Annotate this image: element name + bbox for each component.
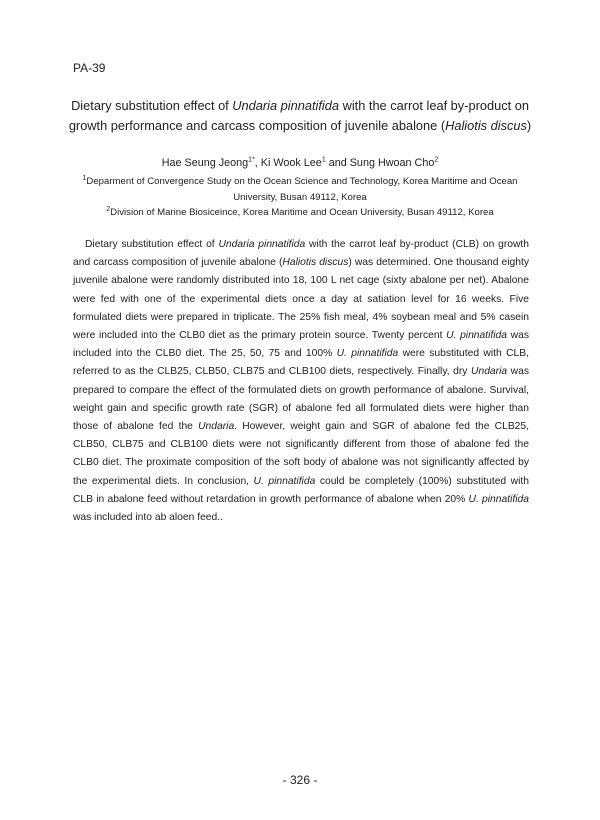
abstract-text-5: were substituted with CLB, referred to as the CLB25, CLB50, CLB75 and CLB100 diets, respectively. Finally, dry	[73, 348, 529, 378]
affiliation-2-text: Division of Marine Biosiceince, Korea Maritime and Ocean University, Busan 49112, Korea	[110, 207, 494, 218]
page-number: - 326 -	[282, 773, 318, 787]
affiliation-1-text: Deparment of Convergence Study on the Ocean Science and Technology, Korea Maritime and Ocean University, Busan 49112, Korea	[86, 176, 518, 203]
abstract-text-7: . However, weight gain and SGR of abalone fed the CLB25, CLB50, CLB75 and CLB100 diets were not significantly different from those of abalone fed the CLB0 diet. The proximate composition of the soft body of abalone was not significantly affected by the experimental diets. In conclusion,	[73, 421, 529, 487]
abstract-italic-6: Undaria	[198, 421, 235, 433]
paper-title	[60, 96, 540, 136]
affiliation-2	[70, 205, 530, 221]
abstract-italic-4: U. pinnatifida	[336, 348, 399, 360]
author-3: Sung Hwoan Cho	[349, 157, 435, 169]
author-1-sup: 1*	[248, 156, 255, 164]
affiliation-2-sup: 2	[106, 205, 111, 213]
title-species-1: Undaria pinnatifida	[232, 98, 340, 113]
author-sep-2: and	[325, 157, 350, 169]
abstract-text-1: Dietary substitution effect of	[85, 239, 219, 250]
abstract-text-6: was prepared to compare the effect of the formulated diets on growth performance of abalone. Survival, weight gain and specific growth rate (SGR) of abalone fed all formulated diets were higher than those of abalone fed the	[73, 366, 529, 433]
title-text-3: )	[526, 118, 532, 133]
affiliation-1-sup: 1	[82, 174, 87, 182]
abstract-text-8: could be completely (100%) substituted with CLB in abalone feed without retardation in growth performance of abalone when 20%	[73, 475, 529, 505]
abstract-body	[73, 236, 529, 527]
title-text-1: Dietary substitution effect of	[71, 98, 233, 113]
poster-code: PA-39	[73, 61, 106, 75]
author-1: Hae Seung Jeong	[161, 157, 249, 169]
author-sep-1: ,	[254, 157, 261, 169]
abstract-italic-8: U. pinnatifida	[468, 493, 529, 505]
abstract-italic-7: U. pinnatifida	[253, 475, 316, 487]
abstract-italic-5: Undaria	[471, 366, 508, 378]
author-2: Ki Wook Lee	[260, 157, 322, 169]
title-species-2: Haliotis discus	[445, 118, 527, 133]
author-3-sup: 2	[434, 156, 439, 164]
abstract-italic-1: Undaria pinnatifida	[218, 239, 306, 250]
abstract-italic-2: Haliotis discus	[282, 257, 349, 269]
abstract-italic-3: U. pinnatifida	[446, 330, 508, 342]
affiliation-1	[70, 174, 530, 206]
title-text-2: with the carrot leaf by-product on growth performance and carcass composition of juvenile abalone (	[68, 98, 529, 133]
author-2-sup: 1	[321, 156, 326, 164]
abstract-text-3: ) was determined. One thousand eighty juvenile abalone were randomly distributed into 18, 100 L net cage (sixty abalone per net). Abalone were fed with one of the experimental diets once a day at satiation level for 16 weeks. Five formulated diets were prepared in triplicate. The 25% fish meal, 4% soybean meal and 5% casein were included into the CLB0 diet as the primary protein source. Twenty percent	[73, 257, 529, 342]
abstract-text-2: with the carrot leaf by-product (CLB) on growth and carcass composition of juvenile abalone (	[73, 239, 529, 269]
author-list	[60, 155, 540, 171]
abstract-text-4: was included into the CLB0 diet. The 25, 50, 75 and 100%	[73, 330, 529, 360]
abstract-text-9: was included into ab aloen feed..	[73, 512, 223, 524]
